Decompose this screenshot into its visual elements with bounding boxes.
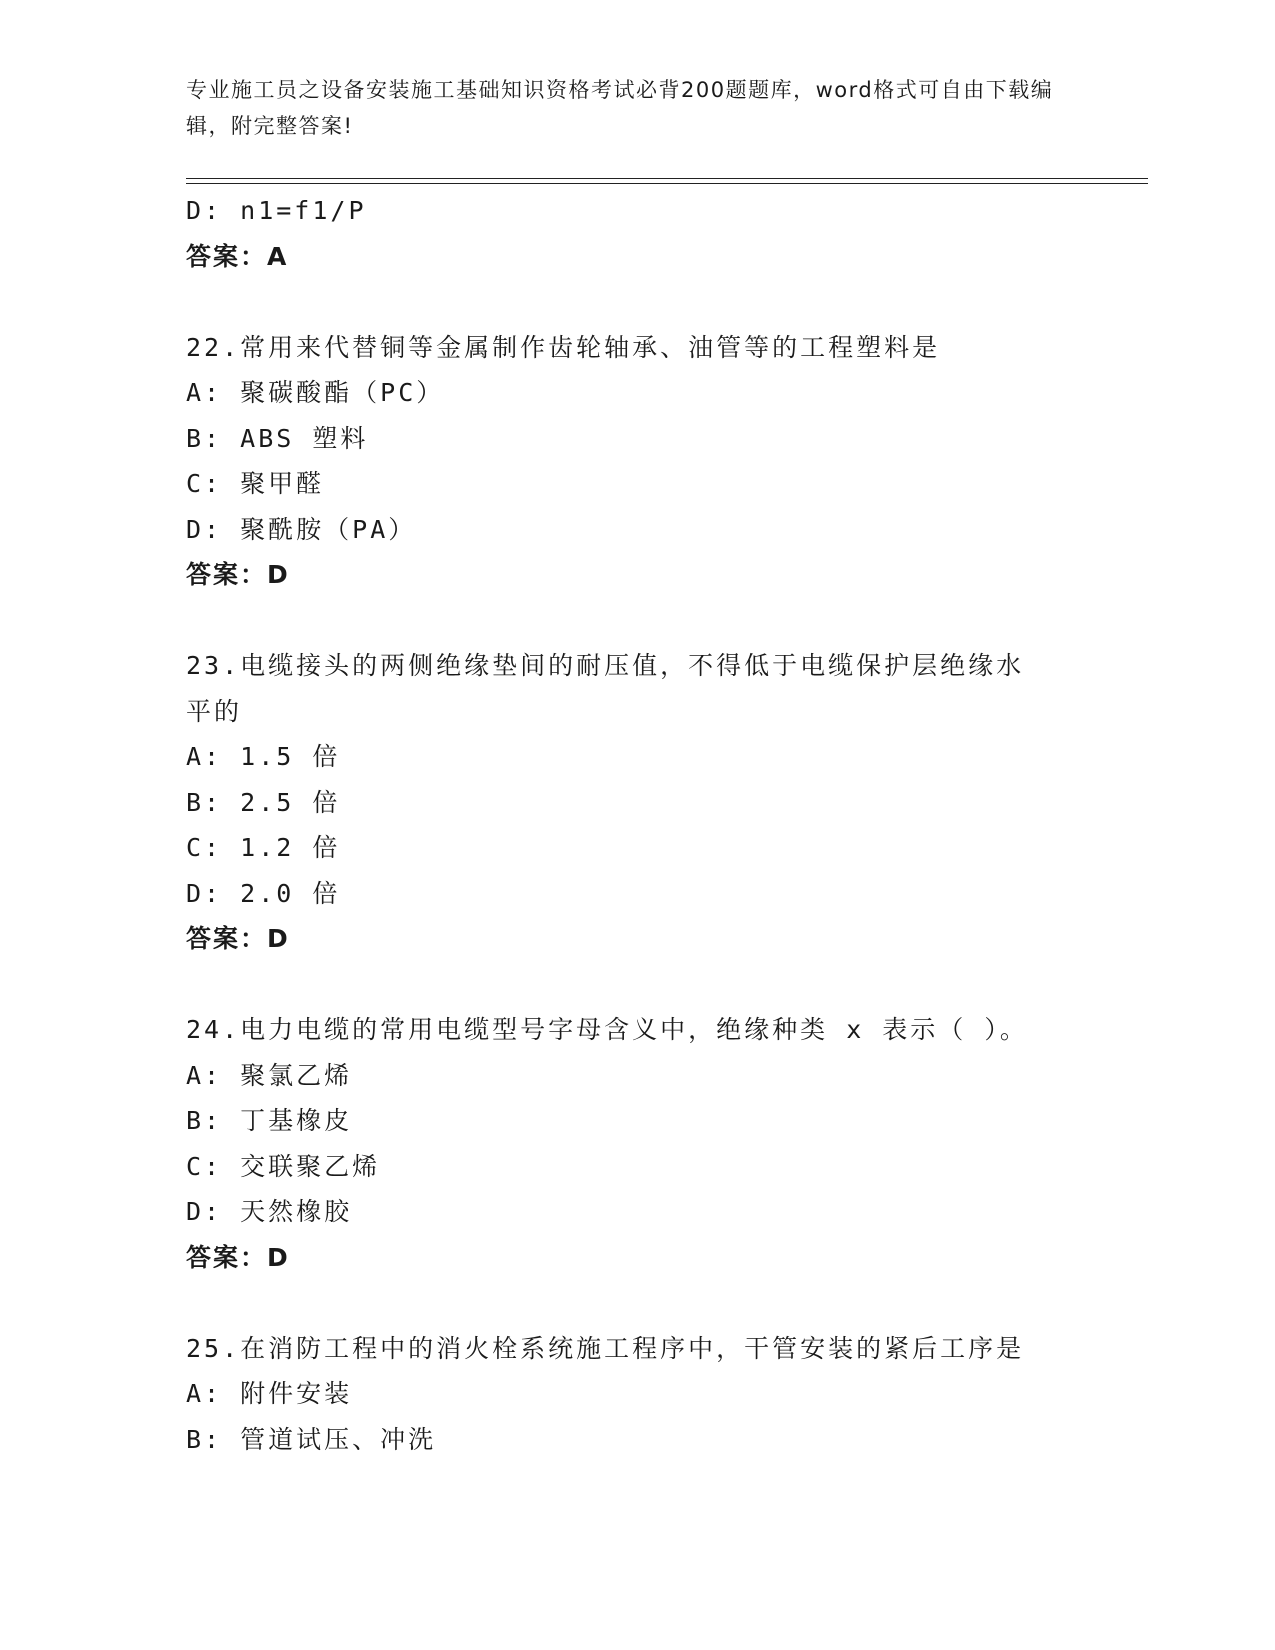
question-stem: 25.在消防工程中的消火栓系统施工程序中，干管安装的紧后工序是 <box>186 1333 1025 1363</box>
question-24 <box>186 1007 1086 1280</box>
spacer <box>186 279 1086 325</box>
option-b: B: 2.5 倍 <box>186 787 341 817</box>
spacer <box>186 1280 1086 1326</box>
question-stem: 23.电缆接头的两侧绝缘垫间的耐压值，不得低于电缆保护层绝缘水平的 <box>186 651 1025 726</box>
question-22 <box>186 325 1086 598</box>
answer: 答案：A <box>186 241 289 271</box>
question-23 <box>186 643 1086 962</box>
document-header <box>186 72 1066 144</box>
question-25 <box>186 1326 1086 1463</box>
spacer <box>186 962 1086 1008</box>
option-d: D: 2.0 倍 <box>186 878 341 908</box>
option-b: B: 丁基橡皮 <box>186 1106 353 1135</box>
option-a: A: 1.5 倍 <box>186 742 341 771</box>
header-rule-top <box>186 178 1148 179</box>
option-d: D: 天然橡胶 <box>186 1197 353 1226</box>
option-a: A: 聚氯乙烯 <box>186 1060 353 1090</box>
option-a: A: 聚碳酸酯（PC） <box>186 378 445 407</box>
option-c: C: 交联聚乙烯 <box>186 1151 381 1181</box>
spacer <box>186 598 1086 644</box>
answer: 答案：D <box>186 924 290 953</box>
question-stem: 24.电力电缆的常用电缆型号字母含义中，绝缘种类 x 表示（ ）。 <box>186 1015 1028 1044</box>
option-a: A: 附件安装 <box>186 1379 353 1408</box>
answer: 答案：D <box>186 1242 290 1272</box>
option-b: B: ABS 塑料 <box>186 423 369 453</box>
option-c: C: 聚甲醛 <box>186 469 325 498</box>
option-b: B: 管道试压、冲洗 <box>186 1424 437 1454</box>
question-stem: 22.常用来代替铜等金属制作齿轮轴承、油管等的工程塑料是 <box>186 332 941 362</box>
answer: 答案：D <box>186 560 290 589</box>
header-rule-bottom <box>186 183 1148 184</box>
option-d: D: n1=f1/P <box>186 196 367 225</box>
header-text: 专业施工员之设备安装施工基础知识资格考试必背200题题库，word格式可自由下载编辑，附完整答案! <box>186 78 1054 138</box>
option-d: D: 聚酰胺（PA） <box>186 514 417 544</box>
document-body <box>186 188 1086 1462</box>
option-c: C: 1.2 倍 <box>186 833 341 862</box>
